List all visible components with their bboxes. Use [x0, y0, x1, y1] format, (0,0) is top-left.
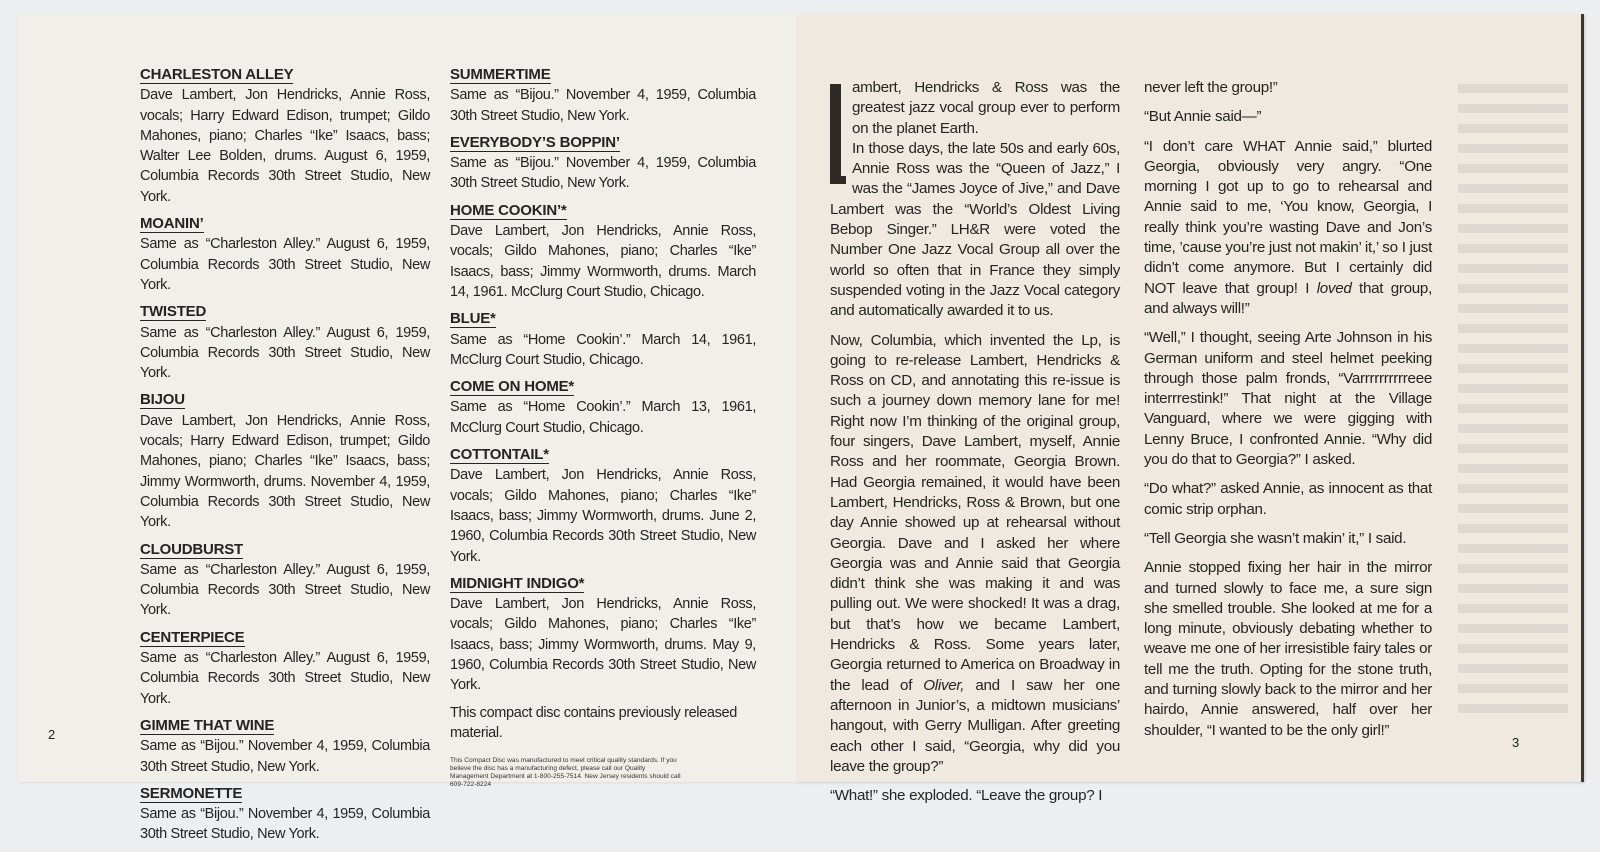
paragraph-never-left: never left the group!”: [1144, 79, 1278, 96]
track-entry: [140, 784, 430, 845]
previously-released-note: This compact disc contains previously released material.: [450, 704, 737, 741]
liner-notes-column-2: [1144, 78, 1432, 750]
track-credits: Dave Lambert, Jon Hendricks, Annie Ross, vocals; Harry Edward Edison, trumpet; Gildo Mahones, piano; Charles “Ike” Isaacs, bass; Walter Lee Bolden, drums. August 6, 1959, Columbia Records 30th Street Studio, New York.: [140, 87, 430, 205]
track-entry: [450, 377, 756, 438]
track-entry: [450, 574, 756, 696]
intro-paragraph: [830, 78, 1120, 322]
track-entry: [140, 390, 430, 532]
track-title: COTTONTAIL*: [450, 446, 549, 464]
paragraph-dont-care: “I don’t care WHAT Annie said,” blurted Georgia, obviously very angry. “One morning I got up to go to rehearsal and Annie said to me, ‘You know, Georgia, I really think you’re wasting Dave and Jon’s time, ’cause you’re just not makin’ it,’ so I just didn’t come anymore. But I certainly did NOT leave that group! I loved that group, and always will!”: [1144, 137, 1432, 317]
track-credits: Same as “Charleston Alley.” August 6, 1959, Columbia Records 30th Street Studio, New York.: [140, 236, 430, 293]
intro-line-1: ambert, Hendricks & Ross was the greatest jazz vocal group ever to perform on the planet Earth.: [852, 79, 1120, 137]
columbia-paragraph: Now, Columbia, which invented the Lp, is going to re-release Lambert, Hendricks & Ross on CD, and annotating this re-issue is such a journey down memory lane for me! Right now I’m thinking of the original group, four singers, Dave Lambert, myself, Annie Ross and her roommate, Georgia Brown. Had Georgia remained, it would have been Lambert, Hendricks, Ross & Brown, but one day Annie showed up at rehearsal without Georgia. Dave and I asked her where Georgia was and Annie said that Georgia didn’t think she was making it and was pulling out. We were shocked! It was a drag, but that’s how we became Lambert, Hendricks & Ross. Some years later, Georgia returned to America on Broadway in the lead of Oliver, and I saw her one afternoon in Junior’s, a midtown musicians’ hangout, with Gerry Mulligan. After greeting each other I said, “Georgia, why did you leave the group?”: [830, 331, 1120, 775]
track-credits: Dave Lambert, Jon Hendricks, Annie Ross, vocals; Gildo Mahones, piano; Charles “Ike” Isaacs, bass; Jimmy Wormworth, drums. May 9, 1960, Columbia Records 30th Street Studio, New York.: [450, 596, 756, 694]
bleed-through-text: [1458, 84, 1568, 724]
track-credits: Same as “Charleston Alley.” August 6, 1959, Columbia Records 30th Street Studio, New York.: [140, 324, 430, 382]
page-number-left: 2: [48, 727, 56, 742]
track-entry: [140, 214, 430, 295]
track-entry: [140, 716, 430, 777]
track-entry: [450, 201, 756, 302]
track-title: BIJOU: [140, 391, 185, 409]
paragraph-tell-georgia: “Tell Georgia she wasn’t makin’ it,” I said.: [1144, 529, 1407, 547]
track-credits: Dave Lambert, Jon Hendricks, Annie Ross, vocals; Gildo Mahones, piano; Charles “Ike” Isaacs, bass; Jimmy Wormworth, drums. March 14, 1961. McClurg Court Studio, Chicago.: [450, 223, 756, 300]
track-credits: Same as “Charleston Alley.” August 6, 1959, Columbia Records 30th Street Studio, New York.: [140, 650, 430, 707]
track-title: GIMME THAT WINE: [140, 716, 275, 734]
track-credits: Same as “Bijou.” November 4, 1959, Columbia 30th Street Studio, New York.: [450, 155, 756, 192]
paragraph-do-what: “Do what?” asked Annie, as innocent as that comic strip orphan.: [1144, 480, 1432, 518]
paragraph-annie-stopped: Annie stopped fixing her hair in the mirror and turned slowly to face me, a sure sign she smelled trouble. She looked at me for a long minute, obviously debating whether to weave me one of her irresistible fairy tales or tell me the truth. Opting for the stone truth, and turning slowly back to the mirror and her hairdo, Annie answered, half over her shoulder, “I wanted to be the only girl!”: [1144, 559, 1432, 739]
track-list-column-1: [140, 65, 430, 852]
track-title: HOME COOKIN’*: [450, 201, 567, 219]
track-title: COME ON HOME*: [450, 378, 575, 396]
track-entry: [140, 628, 430, 709]
track-title: TWISTED: [140, 303, 207, 321]
drop-cap-l: [830, 84, 844, 184]
track-title: SERMONETTE: [140, 784, 243, 802]
track-entry: [450, 133, 756, 194]
liner-notes-column-1: [830, 78, 1120, 815]
track-title: MIDNIGHT INDIGO*: [450, 574, 585, 592]
track-entry: [140, 540, 430, 621]
track-title: BLUE*: [450, 310, 496, 328]
quality-fine-print: This Compact Disc was manufactured to meet critical quality standards. If you believe the disc has a manufacturing defect, please call our Quality Management Department at 1-800-255-7514. New Jersey residents should call 609-722-8224: [450, 757, 681, 789]
track-title: CLOUDBURST: [140, 540, 243, 558]
track-credits: Dave Lambert, Jon Hendricks, Annie Ross, vocals; Harry Edward Edison, trumpet; Gildo Mahones, piano; Charles “Ike” Isaacs, bass; Jimmy Wormworth, drums. November 4, 1959, Columbia Records 30th Street Studio, New York.: [140, 412, 430, 531]
right-page: [798, 14, 1584, 805]
left-page: [18, 14, 798, 843]
track-entry: [450, 445, 756, 567]
what-paragraph: “What!” she exploded. “Leave the group? I: [830, 787, 1103, 805]
track-credits: Same as “Bijou.” November 4, 1959, Columbia 30th Street Studio, New York.: [140, 738, 430, 775]
track-credits: Dave Lambert, Jon Hendricks, Annie Ross, vocals; Gildo Mahones, piano; Charles “Ike” Isaacs, bass; Jimmy Wormworth, drums. June 2, 1960, Columbia Records 30th Street Studio, New York.: [450, 467, 756, 565]
loved-italic: loved: [1316, 279, 1352, 297]
paragraph-but-annie: “But Annie said—”: [1144, 108, 1262, 126]
track-credits: Same as “Home Cookin’.” March 13, 1961, McClurg Court Studio, Chicago.: [450, 399, 756, 436]
track-title: SUMMERTIME: [450, 66, 551, 83]
track-credits: Same as “Bijou.” November 4, 1959, Columbia 30th Street Studio, New York.: [450, 87, 756, 124]
track-credits: Same as “Bijou.” November 4, 1959, Columbia 30th Street Studio, New York.: [140, 806, 430, 843]
paragraph-well: “Well,” I thought, seeing Arte Johnson in his German uniform and steel helmet peeking through those palm fronds, “Varrrrrrrrrreee interrrestink!” That night at the Village Vanguard, where we were gigging with Lenny Bruce, I confronted Annie. “Why did you do that to Georgia?” I asked.: [1144, 329, 1432, 469]
track-entry: [450, 65, 756, 126]
track-list-column-2: [450, 65, 756, 789]
track-credits: Same as “Home Cookin’.” March 14, 1961, McClurg Court Studio, Chicago.: [450, 331, 756, 368]
track-title: CHARLESTON ALLEY: [140, 66, 294, 83]
track-entry: [140, 302, 430, 383]
track-entry: [140, 65, 430, 207]
oliver-italic: Oliver,: [923, 676, 965, 694]
track-title: CENTERPIECE: [140, 628, 245, 646]
track-title: EVERYBODY’S BOPPIN’: [450, 133, 620, 151]
intro-line-2: In those days, the late 50s and early 60s, Annie Ross was the “Queen of Jazz,” I was the “James Joyce of Jive,” and Dave Lambert was the “World’s Oldest Living Bebop Singer.” LH&R were voted the Number One Jazz Vocal Group all over the world so often that in France they simply suspended voting in the Jazz Vocal category and automatically awarded it to us.: [830, 139, 1120, 320]
track-credits: Same as “Charleston Alley.” August 6, 1959, Columbia Records 30th Street Studio, New York.: [140, 561, 430, 619]
page-number-right: 3: [1512, 735, 1520, 750]
track-title: MOANIN’: [140, 215, 204, 233]
track-entry: [450, 309, 756, 370]
